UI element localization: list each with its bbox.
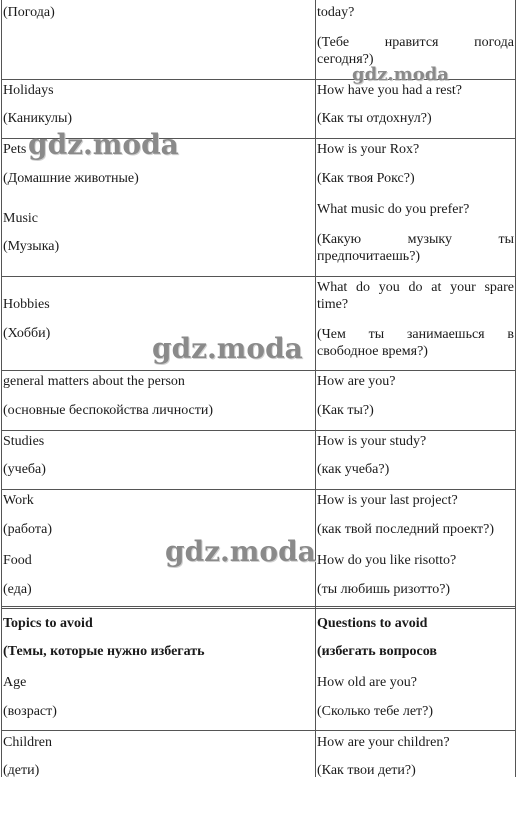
watermark: gdz.moda xyxy=(352,64,449,85)
row-divider-double xyxy=(1,606,516,609)
topic-label: Children xyxy=(3,735,52,750)
question-text: How is your Rox? xyxy=(317,142,420,157)
question-translation: (ты любишь ризотто?) xyxy=(317,582,451,597)
topic-label: Food xyxy=(3,553,32,568)
watermark: gdz.moda xyxy=(152,332,303,365)
topic-label: Music xyxy=(3,211,38,226)
topic-translation: (работа) xyxy=(3,522,52,537)
row-divider xyxy=(1,730,516,731)
row-divider xyxy=(1,489,516,490)
topic-translation: (дети) xyxy=(3,763,40,778)
conversation-topics-table xyxy=(1,0,516,777)
question-translation: (Как твои дети?) xyxy=(317,763,416,778)
topic-translation: (Домашние животные) xyxy=(3,171,139,186)
question-translation: (Какую музыку ты xyxy=(317,232,514,247)
question-translation: (Как ты отдохнул?) xyxy=(317,111,432,126)
section-heading-translation: (избегать вопросов xyxy=(317,644,437,659)
row-divider xyxy=(1,370,516,371)
question-text: How old are you? xyxy=(317,675,417,690)
topic-label: (Погода) xyxy=(3,5,55,20)
question-translation: сегодня?) xyxy=(317,52,374,67)
topic-label: Hobbies xyxy=(3,297,50,312)
topic-translation: (Музыка) xyxy=(3,239,60,254)
question-text: time? xyxy=(317,297,349,312)
topic-translation: (возраст) xyxy=(3,704,57,719)
topic-label: Work xyxy=(3,493,34,508)
column-divider xyxy=(315,0,316,777)
watermark: gdz.moda xyxy=(28,128,179,161)
question-text: How have you had a rest? xyxy=(317,83,463,98)
topic-label: general matters about the person xyxy=(3,374,185,389)
topic-translation: (Хобби) xyxy=(3,326,51,341)
topic-label: Pets xyxy=(3,142,27,157)
question-translation: (Как твоя Рокс?) xyxy=(317,171,415,186)
topic-translation: (Каникулы) xyxy=(3,111,73,126)
topic-translation: (основные беспокойства личности) xyxy=(3,403,214,418)
row-divider xyxy=(1,430,516,431)
question-translation: (Как ты?) xyxy=(317,403,374,418)
question-translation: (Чем ты занимаешься в xyxy=(317,327,514,342)
question-text: How is your study? xyxy=(317,434,427,449)
question-translation: (как учеба?) xyxy=(317,462,390,477)
question-translation: (как твой последний проект?) xyxy=(317,522,495,537)
question-translation: (Сколько тебе лет?) xyxy=(317,704,434,719)
question-text: How is your last project? xyxy=(317,493,458,508)
section-heading: Topics to avoid xyxy=(3,616,93,631)
topic-label: Studies xyxy=(3,434,45,449)
row-divider xyxy=(1,276,516,277)
watermark: gdz.moda xyxy=(165,535,316,568)
question-text: How do you like risotto? xyxy=(317,553,457,568)
topic-label: Holidays xyxy=(3,83,54,98)
question-translation: (Тебе нравится погода xyxy=(317,35,514,50)
question-text: How are you? xyxy=(317,374,396,389)
section-heading-translation: (Темы, которые нужно избегать xyxy=(3,644,205,659)
question-translation: предпочитаешь?) xyxy=(317,249,421,264)
topic-label: Age xyxy=(3,675,27,690)
section-heading: Questions to avoid xyxy=(317,616,428,631)
question-text: What do you do at your spare xyxy=(317,280,514,295)
question-text: today? xyxy=(317,5,355,20)
topic-translation: (учеба) xyxy=(3,462,46,477)
topic-translation: (еда) xyxy=(3,582,32,597)
question-text: How are your children? xyxy=(317,735,450,750)
question-text: What music do you prefer? xyxy=(317,202,470,217)
question-translation: свободное время?) xyxy=(317,344,428,359)
